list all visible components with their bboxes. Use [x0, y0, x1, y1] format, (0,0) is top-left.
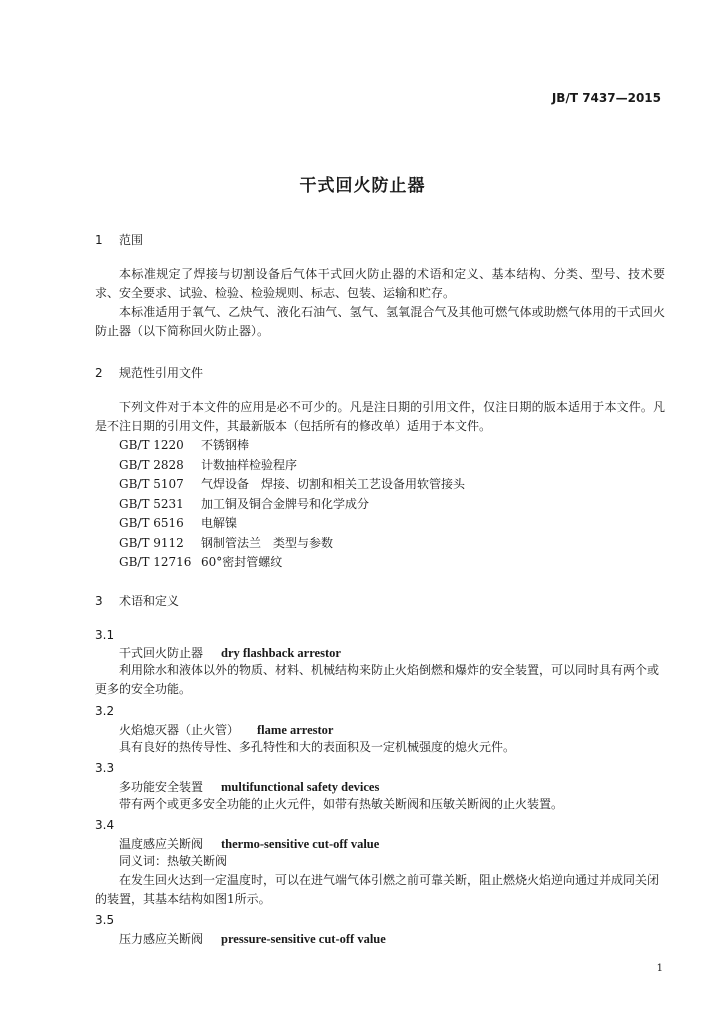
section-1-body [95, 265, 665, 341]
term-cn: 火焰熄灭器（止火管） [119, 723, 240, 737]
reference-item: GB/T 1220 不锈钢棒 [119, 438, 250, 452]
paragraph: 下列文件对于本文件的应用是必不可少的。凡是注日期的引用文件，仅注日期的版本适用于本文件。凡是不注日期的引用文件，其最新版本（包括所有的修改单）适用于本文件。 [95, 400, 665, 433]
section-1 [95, 231, 665, 248]
section-3 [95, 592, 665, 609]
term-en: dry flashback arrestor [221, 646, 341, 660]
term-3-3: 3.3 多功能安全装置 multifunctional safety devices 带有两个或更多安全功能的止火元件，如带有热敏关断阀和压敏关断阀的止火装置。 [95, 761, 665, 814]
section-heading: 3 术语和定义 [95, 594, 180, 608]
paragraph: 本标准适用于氧气、乙炔气、液化石油气、氢气、氢氧混合气及其他可燃气体或助燃气体用的干式回火防止器（以下简称回火防止器）。 [95, 305, 665, 338]
reference-item: GB/T 5231 加工铜及铜合金牌号和化学成分 [119, 496, 370, 511]
reference-item: GB/T 2828 计数抽样检验程序 [119, 457, 298, 472]
term-definition: 利用除水和液体以外的物质、材料、机械结构来防止火焰倒燃和爆炸的安全装置，可以同时具有两个或更多的安全功能。 [95, 663, 660, 696]
term-cn: 干式回火防止器 [119, 646, 204, 660]
term-en: thermo-sensitive cut-off value [221, 837, 380, 851]
section-2-body [95, 398, 665, 573]
reference-item: GB/T 6516 电解镍 [119, 516, 238, 530]
term-3-1: 3.1 干式回火防止器 dry flashback arrestor 利用除水和液体以外的物质、材料、机械结构来防止火焰倒燃和爆炸的安全装置，可以同时具有两个或更多的安全功能。 [95, 628, 665, 699]
term-definition: 在发生回火达到一定温度时，可以在进气端气体引燃之前可靠关断，阻止燃烧火焰逆向通过并成同关闭的装置，其基本结构如图1所示。 [95, 873, 660, 906]
term-definition: 带有两个或更多安全功能的止火元件，如带有热敏关断阀和压敏关断阀的止火装置。 [119, 797, 564, 811]
page-number: 1 [656, 963, 663, 974]
section-heading: 2 规范性引用文件 [95, 366, 204, 380]
standard-number: JB/T 7437—2015 [551, 91, 661, 105]
term-en: flame arrestor [257, 723, 334, 737]
paragraph: 本标准规定了焊接与切割设备后气体干式回火防止器的术语和定义、基本结构、分类、型号、技术要求、安全要求、试验、检验、检验规则、标志、包装、运输和贮存。 [95, 267, 665, 300]
term-3-5: 3.5 压力感应关断阀 pressure-sensitive cut-off value [95, 913, 386, 946]
section-heading: 1 范围 [95, 233, 144, 247]
term-cn: 压力感应关断阀 [119, 932, 204, 946]
term-3-2: 3.2 火焰熄灭器（止火管） flame arrestor 具有良好的热传导性、多孔特性和大的表面积及一定机械强度的熄火元件。 [95, 704, 665, 757]
document-title: 干式回火防止器 [299, 176, 426, 196]
term-definition: 具有良好的热传导性、多孔特性和大的表面积及一定机械强度的熄火元件。 [119, 740, 516, 754]
term-3-4: 3.4 温度感应关断阀 thermo-sensitive cut-off value 同义词：热敏关断阀 在发生回火达到一定温度时，可以在进气端气体引燃之前可靠关断，阻止燃烧火焰逆向通过并成同关闭的装置，其基本结构如图1所示。 [95, 818, 665, 909]
reference-item: GB/T 5107 气焊设备 焊接、切割和相关工艺设备用软管接头 [119, 477, 466, 491]
term-cn: 多功能安全装置 [119, 780, 204, 794]
section-2 [95, 364, 665, 381]
term-synonym: 同义词：热敏关断阀 [119, 854, 228, 868]
term-cn: 温度感应关断阀 [119, 837, 204, 851]
reference-item: GB/T 9112 钢制管法兰 类型与参数 [119, 535, 334, 550]
term-en: pressure-sensitive cut-off value [221, 932, 386, 946]
reference-item: GB/T 12716 60°密封管螺纹 [119, 555, 283, 569]
term-en: multifunctional safety devices [221, 780, 380, 794]
